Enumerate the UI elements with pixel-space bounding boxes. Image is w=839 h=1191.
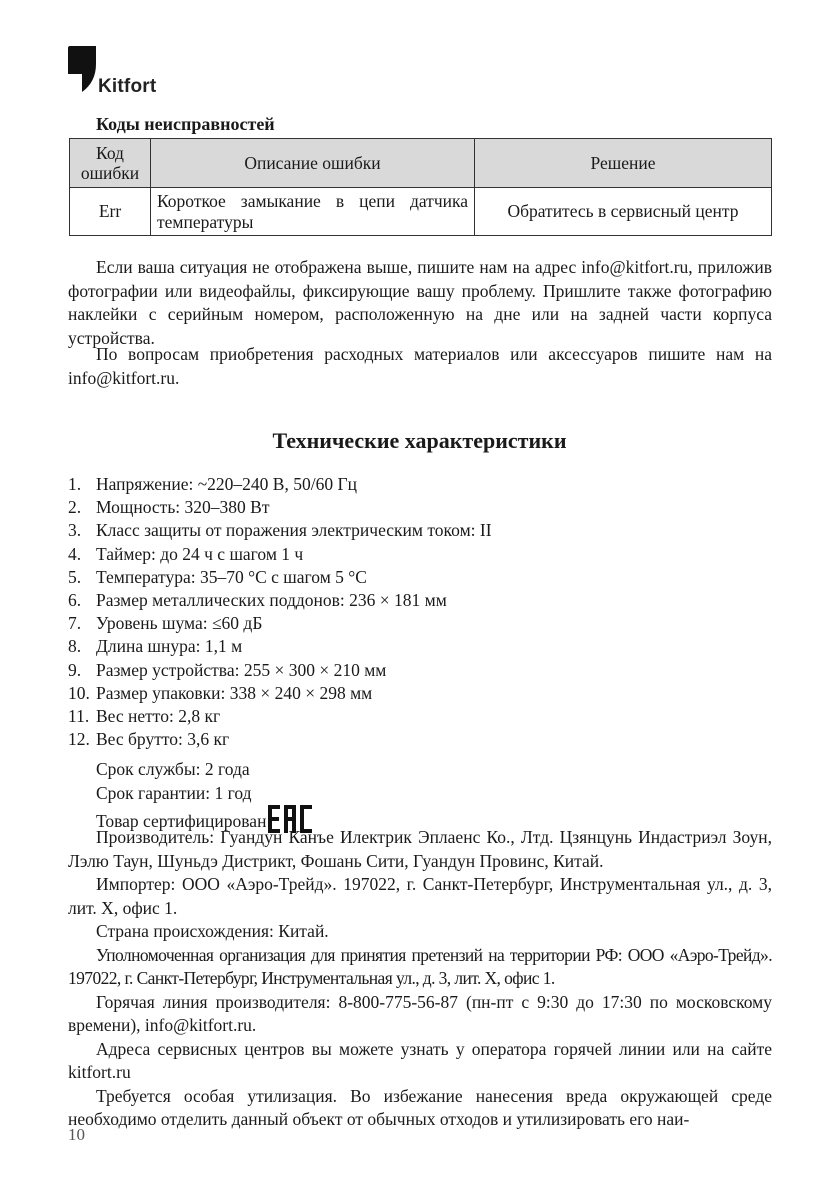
list-item bbox=[68, 543, 492, 566]
spec-text: Размер металлических поддонов: 236 × 181 мм bbox=[96, 590, 447, 611]
origin-paragraph bbox=[68, 920, 772, 944]
cell-solution: Обратитесь в сервисный центр bbox=[475, 188, 772, 236]
spec-number: 1. bbox=[68, 474, 82, 494]
warranty-period: Срок гарантии: 1 год bbox=[96, 782, 252, 803]
spec-number: 2. bbox=[68, 497, 82, 518]
list-item bbox=[68, 728, 492, 751]
spec-text: Вес брутто: 3,6 кг bbox=[96, 729, 230, 750]
certified-text: Товар сертифицирован bbox=[96, 811, 267, 831]
service-lifetime: Срок службы: 2 года bbox=[96, 759, 250, 779]
supplies-paragraph bbox=[68, 343, 772, 390]
origin-text: Страна происхождения: Китай. bbox=[96, 921, 329, 941]
spec-number: 11. bbox=[68, 706, 90, 727]
list-item bbox=[68, 566, 492, 589]
list-item bbox=[68, 705, 492, 728]
header-solution: Решение bbox=[475, 139, 772, 188]
hotline-text: Горячая линия производителя: 8-800-775-56-87 (пн-пт с 9:30 до 17:30 по московскому времени), info@kitfort.ru. bbox=[68, 991, 772, 1035]
contact-paragraph bbox=[68, 256, 772, 350]
spec-number: 8. bbox=[68, 636, 82, 657]
list-item bbox=[68, 659, 492, 682]
page-number: 10 bbox=[68, 1125, 85, 1144]
spec-text: Размер устройства: 255 × 300 × 210 мм bbox=[96, 659, 387, 680]
kitfort-logo-mark-icon bbox=[68, 46, 98, 92]
specs-title: Технические характеристики bbox=[272, 428, 567, 453]
hotline-paragraph bbox=[68, 991, 772, 1038]
authorized-org-text: Уполномоченная организация для принятия претензий на территории РФ: ООО «Аэро-Трейд». 197022, г. Санкт-Петербург, Инструментальная ул., д. 3, лит. Х, офис 1. bbox=[68, 944, 772, 988]
spec-text: Вес нетто: 2,8 кг bbox=[96, 706, 221, 727]
manufacturer-paragraph bbox=[68, 826, 772, 873]
cell-description: Короткое замыкание в цепи датчика температуры bbox=[151, 188, 475, 236]
legal-info bbox=[68, 826, 772, 1132]
disposal-text: Требуется особая утилизация. Во избежание нанесения вреда окружающей среде необходимо отделить данный объект от обычных отходов и утилизировать его наи- bbox=[68, 1085, 772, 1129]
spec-text: Размер упаковки: 338 × 240 × 298 мм bbox=[96, 682, 373, 703]
spec-text: Класс защиты от поражения электрическим током: II bbox=[96, 520, 492, 541]
authorized-org-paragraph bbox=[68, 944, 772, 991]
list-item bbox=[68, 589, 492, 612]
kitfort-logo bbox=[68, 46, 188, 96]
service-centers-paragraph bbox=[68, 1038, 772, 1085]
supplies-text: По вопросам приобретения расходных материалов или аксессуаров пишите нам на info@kitfort.ru. bbox=[68, 344, 772, 388]
spec-text: Температура: 35–70 °С с шагом 5 °С bbox=[96, 566, 367, 587]
table-row bbox=[70, 188, 772, 236]
list-item bbox=[68, 635, 492, 658]
fault-codes-table bbox=[69, 138, 772, 236]
spec-number: 4. bbox=[68, 543, 82, 564]
list-item bbox=[68, 496, 492, 519]
contact-text: Если ваша ситуация не отображена выше, пишите нам на адрес info@kitfort.ru, приложив фотографии или видеофайлы, фиксирующие вашу проблему. Пришлите также фотографию наклейки с серийным номером, расположенную на дне или на задней части корпуса устройства. bbox=[68, 257, 772, 348]
service-info bbox=[96, 758, 312, 834]
list-item bbox=[68, 612, 492, 635]
spec-text: Длина шнура: 1,1 м bbox=[96, 636, 243, 657]
header-description: Описание ошибки bbox=[151, 139, 475, 188]
spec-text: Уровень шума: ≤60 дБ bbox=[96, 613, 263, 634]
spec-text: Таймер: до 24 ч с шагом 1 ч bbox=[96, 543, 304, 564]
spec-number: 9. bbox=[68, 659, 82, 680]
list-item bbox=[68, 519, 492, 542]
spec-text: Мощность: 320–380 Вт bbox=[96, 497, 270, 518]
spec-number: 10. bbox=[68, 682, 90, 703]
importer-paragraph bbox=[68, 873, 772, 920]
list-item bbox=[68, 682, 492, 705]
header-code: Код ошибки bbox=[70, 139, 151, 188]
spec-number: 3. bbox=[68, 520, 82, 541]
spec-text: Напряжение: ~220–240 В, 50/60 Гц bbox=[96, 474, 357, 494]
spec-number: 12. bbox=[68, 729, 90, 750]
spec-number: 6. bbox=[68, 590, 82, 611]
manufacturer-text: Производитель: Гуандун Канъе Илектрик Эплаенс Ко., Лтд. Цзянцунь Индастриэл Зоун, Лэлю Таун, Шуньдэ Дистрикт, Фошань Сити, Гуандун Провинс, Китай. bbox=[68, 827, 772, 871]
list-item bbox=[68, 473, 492, 496]
fault-codes-heading: Коды неисправностей bbox=[96, 114, 275, 134]
importer-text: Импортер: ООО «Аэро-Трейд». 197022, г. Санкт-Петербург, Инструментальная ул., д. 3, лит. Х, офис 1. bbox=[68, 874, 772, 918]
table-header-row bbox=[70, 139, 772, 188]
specs-list bbox=[68, 473, 492, 751]
cell-code: Err bbox=[70, 188, 151, 236]
brand-name: Kitfort bbox=[98, 76, 157, 97]
disposal-paragraph bbox=[68, 1085, 772, 1132]
spec-number: 5. bbox=[68, 566, 82, 587]
spec-number: 7. bbox=[68, 613, 82, 634]
service-centers-text: Адреса сервисных центров вы можете узнать у оператора горячей линии или на сайте kitfort.ru bbox=[68, 1038, 772, 1082]
